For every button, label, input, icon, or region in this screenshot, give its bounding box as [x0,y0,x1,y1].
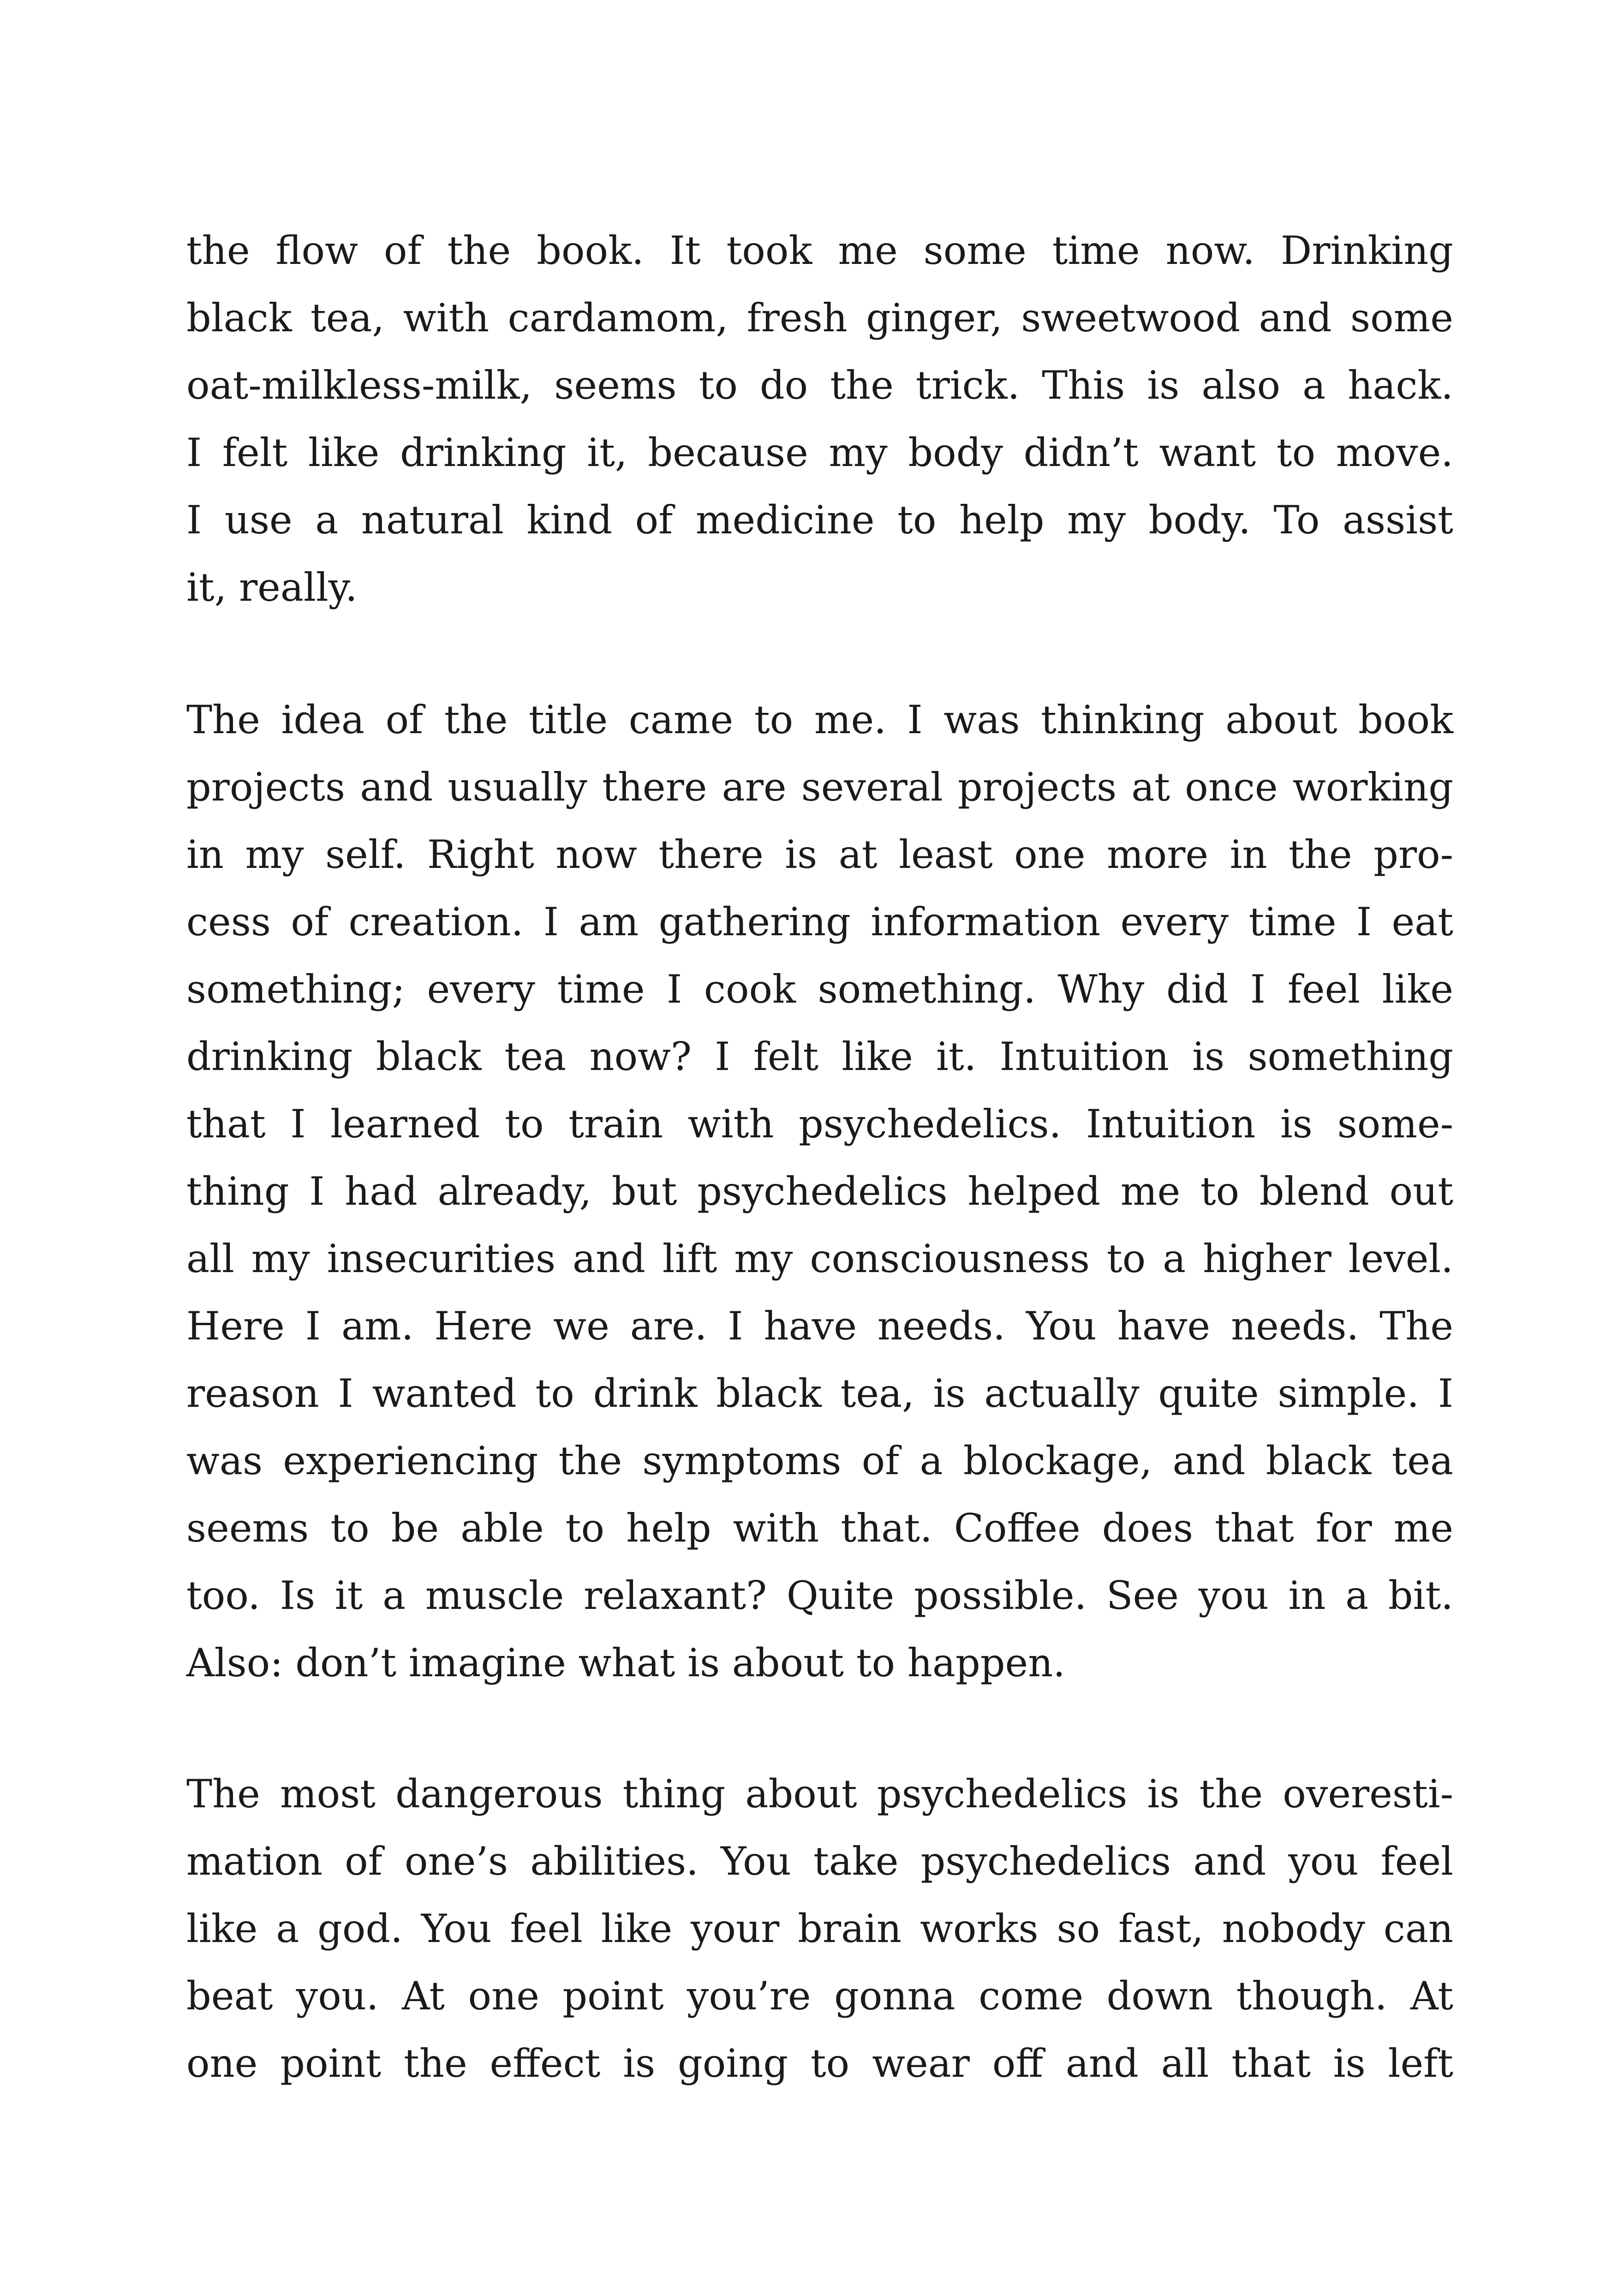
text-line: too. Is it a muscle relaxant? Quite possible. See you in a bit. [186,1573,1453,1618]
paragraph-3 [186,1760,1453,2097]
text-line: the flow of the book. It took me some time now. Drinking [186,228,1453,273]
text-line: Also: don’t imagine what is about to happen. [186,1640,1066,1685]
text-line: in my self. Right now there is at least one more in the pro- [186,832,1453,877]
text-line: one point the effect is going to wear off and all that is left [186,2041,1453,2086]
text-line: beat you. At one point you’re gonna come down though. At [186,1973,1453,2019]
text-line: oat-milkless-milk, seems to do the trick. This is also a hack. [186,363,1453,408]
text-line: black tea, with cardamom, fresh ginger, sweetwood and some [186,295,1453,341]
text-line: that I learned to train with psychedelics. Intuition is some- [186,1101,1453,1147]
text-line: was experiencing the symptoms of a blockage, and black tea [186,1438,1453,1483]
text-line: it, really. [186,565,358,610]
text-line: drinking black tea now? I felt like it. Intuition is something [186,1034,1453,1079]
text-line: reason I wanted to drink black tea, is actually quite simple. I [186,1371,1453,1416]
text-line: cess of creation. I am gathering information every time I eat [186,899,1453,944]
text-line: thing I had already, but psychedelics helped me to blend out [186,1169,1453,1214]
text-line: The most dangerous thing about psychedelics is the overesti- [186,1771,1453,1817]
text-line: all my insecurities and lift my consciousness to a higher level. [186,1236,1453,1281]
text-line: Here I am. Here we are. I have needs. You have needs. The [186,1303,1453,1349]
text-line: I use a natural kind of medicine to help my body. To assist [186,497,1453,543]
text-line: mation of one’s abilities. You take psychedelics and you feel [186,1839,1453,1884]
text-line: seems to be able to help with that. Coffee does that for me [186,1506,1453,1551]
paragraph-1 [186,217,1453,621]
text-line: I felt like drinking it, because my body didn’t want to move. [186,430,1453,475]
paragraph-2 [186,686,1453,1697]
text-line: The idea of the title came to me. I was thinking about book [186,697,1453,742]
text-line: something; every time I cook something. Why did I feel like [186,967,1453,1012]
text-line: like a god. You feel like your brain works so fast, nobody can [186,1906,1453,1951]
text-line: projects and usually there are several projects at once working [186,765,1453,810]
